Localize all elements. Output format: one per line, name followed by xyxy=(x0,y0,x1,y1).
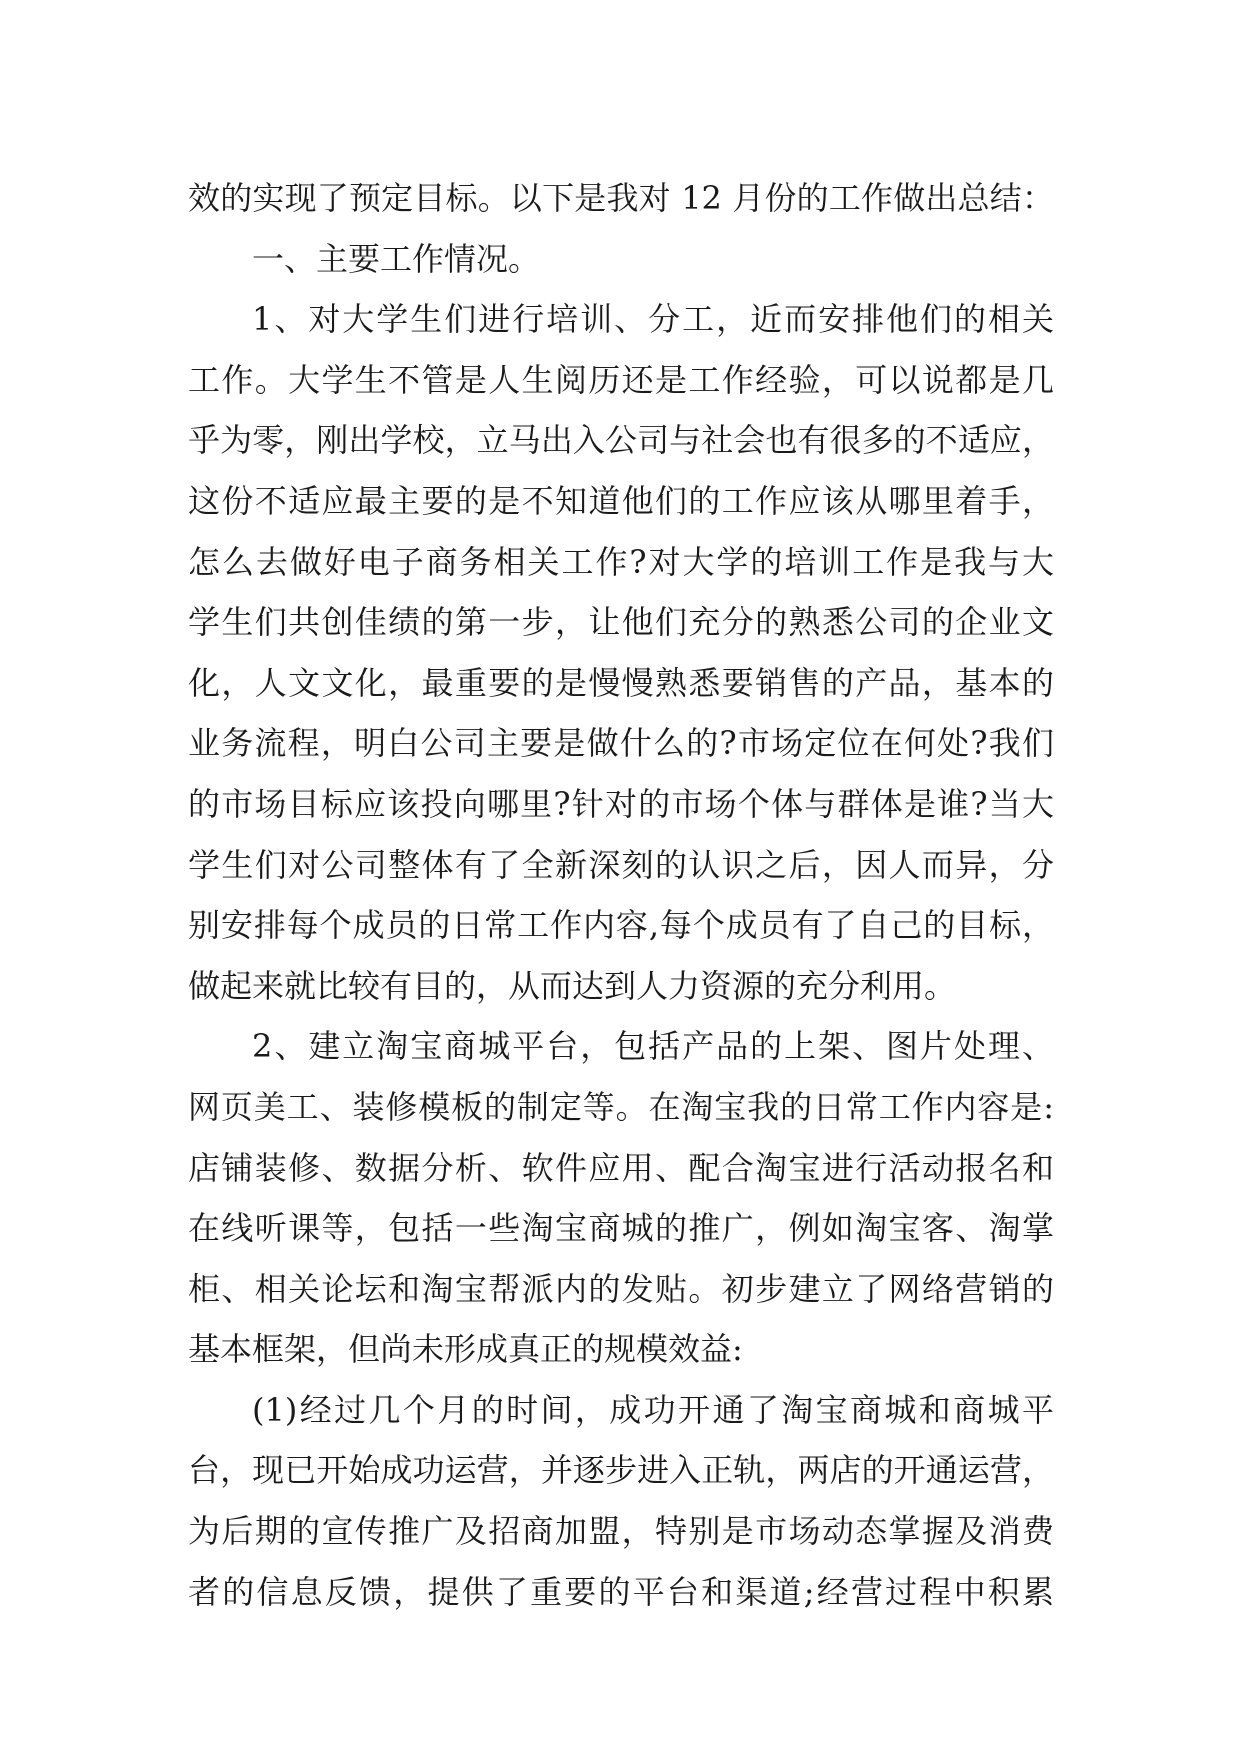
text-line: 在线听课等，包括一些淘宝商城的推广，例如淘宝客、淘掌 xyxy=(188,1209,1054,1248)
text-line: 乎为零，刚出学校，立马出入公司与社会也有很多的不适应， xyxy=(188,421,1054,460)
text-line: 别安排每个成员的日常工作内容,每个成员有了自己的目标， xyxy=(188,906,1054,945)
text-line: 效的实现了预定目标。以下是我对 12 月份的工作做出总结： xyxy=(188,179,1054,217)
text-line: 者的信息反馈，提供了重要的平台和渠道;经营过程中积累 xyxy=(188,1572,1054,1611)
text-line: 学生们共创佳绩的第一步，让他们充分的熟悉公司的企业文 xyxy=(188,603,1054,642)
text-line: 一、主要工作情况。 xyxy=(252,239,541,278)
text-line: 1、对大学生们进行培训、分工，近而安排他们的相关 xyxy=(252,300,1054,339)
text-line: 怎么去做好电子商务相关工作?对大学的培训工作是我与大 xyxy=(188,542,1054,581)
text-line: 业务流程，明白公司主要是做什么的?市场定位在何处?我们 xyxy=(188,724,1054,763)
text-line: 店铺装修、数据分析、软件应用、配合淘宝进行活动报名和 xyxy=(188,1148,1054,1187)
text-line: 的市场目标应该投向哪里?针对的市场个体与群体是谁?当大 xyxy=(188,784,1054,823)
text-line: 化，人文文化，最重要的是慢慢熟悉要销售的产品，基本的 xyxy=(188,663,1054,702)
document-body xyxy=(188,168,1054,1622)
text-line: 为后期的宣传推广及招商加盟，特别是市场动态掌握及消费 xyxy=(188,1512,1054,1551)
text-line: 做起来就比较有目的，从而达到人力资源的充分利用。 xyxy=(188,966,957,1005)
text-line: 网页美工、装修模板的制定等。在淘宝我的日常工作内容是: xyxy=(188,1087,1054,1126)
text-line: 台，现已开始成功运营，并逐步进入正轨，两店的开通运营， xyxy=(188,1451,1054,1490)
text-line: 工作。大学生不管是人生阅历还是工作经验，可以说都是几 xyxy=(188,360,1054,399)
text-line: 这份不适应最主要的是不知道他们的工作应该从哪里着手， xyxy=(188,481,1054,520)
text-line: 2、建立淘宝商城平台，包括产品的上架、图片处理、 xyxy=(252,1027,1054,1066)
text-line: 柜、相关论坛和淘宝帮派内的发贴。初步建立了网络营销的 xyxy=(188,1269,1054,1308)
text-line: 基本框架，但尚未形成真正的规模效益: xyxy=(188,1330,743,1369)
text-line: 学生们对公司整体有了全新深刻的认识之后，因人而异，分 xyxy=(188,845,1054,884)
text-line: (1)经过几个月的时间，成功开通了淘宝商城和商城平 xyxy=(252,1390,1054,1429)
